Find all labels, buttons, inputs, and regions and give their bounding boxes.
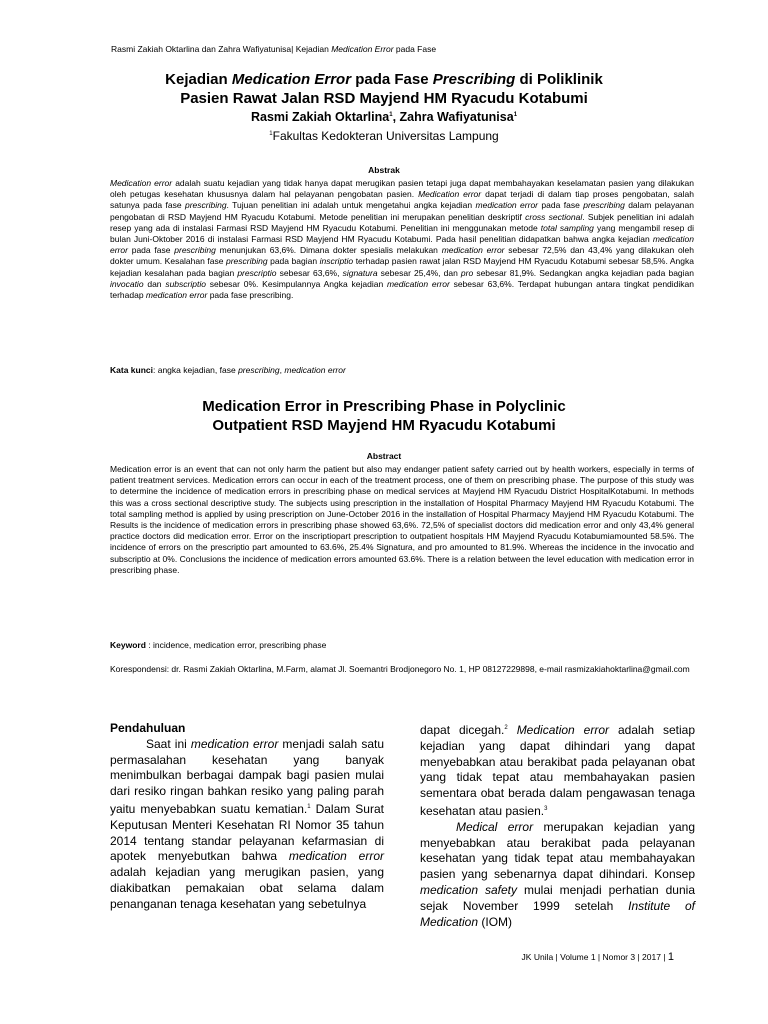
author-1: Rasmi Zakiah Oktarlina (250, 110, 390, 124)
paragraph-text: merupakan kejadian yang menyebabkan atau berakibat pada pelayanan kesehatan yang tidak tepat atau membahayakan pasien yang sebenarnya dapat dihindari. Konsep (420, 819, 695, 882)
title-part: di Poliklinik (515, 71, 603, 88)
running-head-kejadian: Kejadian (295, 44, 332, 54)
abstrak-span: sebesar 0%. Kesimpulannya Angka kejadian (205, 278, 387, 289)
paragraph-text: (IOM) (478, 914, 513, 929)
abstrak-span: yang mengambil resep di bulan Juni-Oktober 2016 di instalasi Farmasi RSD Mayjend HM Ryacudu Kotabumi. Pada hasil penelitian didapatkan bahwa angka kejadian (110, 222, 694, 245)
body-column-left (110, 721, 384, 913)
abstrak-term: invocatio (110, 278, 144, 289)
abstrak-term: medication error (475, 200, 539, 211)
citation-mark: 1 (307, 803, 311, 810)
body-column-right (420, 721, 695, 930)
abstrak-term: subscriptio (165, 278, 206, 289)
journal-info: JK Unila | Volume 1 | Nomor 3 | 2017 | (521, 952, 668, 962)
keyword-label: Keyword (110, 640, 146, 650)
keyword-text: : incidence, medication error, prescribing phase (145, 640, 327, 650)
abstrak-span: sebesar 63,6%. Terdapat hubungan antara tingkat pendidikan terhadap (110, 278, 694, 301)
abstrak-span: pada fase prescribing. (207, 290, 294, 301)
running-head-separator: | (291, 44, 296, 54)
paragraph-term: medication error (288, 849, 384, 864)
title-part: pada Fase (351, 71, 433, 88)
paragraph-text: Dalam Surat Keputusan Menteri Kesehatan RI Nomor 35 tahun 2014 tentang standar pelayanan kefarmasian di apotek menyebutkan bahwa (110, 801, 384, 864)
running-head-rest: pada Fase (393, 44, 437, 54)
affiliation-mark: 1 (269, 131, 273, 137)
abstrak-term: prescribing (174, 245, 216, 256)
abstrak-term: pro (460, 267, 474, 278)
abstrak-span: pada fase (127, 245, 175, 256)
paper-title-indonesian (80, 70, 688, 108)
title-part-italic: Medication Error (231, 71, 352, 88)
abstrak-term: cross sectional (525, 211, 583, 222)
abstrak-term: signatura (342, 267, 378, 278)
abstrak-term: medication error (386, 278, 450, 289)
abstrak-span: menunjukan 63,6%. Dimana dokter spesialis melakukan (215, 245, 442, 256)
abstrak-term: Medication error (110, 178, 173, 188)
abstrak-span: pada bagian (267, 256, 320, 267)
abstract-text: Medication error is an event that can not only harm the patient but also may endanger patient safety carried out by health workers, especially in terms of patient treatment services. Medication errors can occur in each of the treatment process, one of them on prescribing phase. The purpose of this study was to determine the incidence of medication errors in prescribing phase on medical services at Mayjend HM Ryacudu District HospitalKotabumi. In methods this was a cross sectional descriptive study. The subjects using prescription in the installation of Hospital Pharmacy Mayjend HM Ryacudu Kotabumi. The total sampling method is applied by using prescription on June-October 2016 in the installation of Hospital Pharmacy Mayjend HM Ryacudu Kotabumi. The Results is the incidence of medication errors in prescribing phase showed 63,6%. 72,5% of specialist doctors did medication error and only 43,4% general practice doctors did medication error. Error on the inscriptiopart prescription to outpatient hospitals HM Mayjend Ryacudu Kotabumiamounted 58.5%. The incidence of errors on the prescriptio part amounted to 63.6%, 25.4% Signatura, and pro amounted to 81.9%. Whereas the incidence in the invocatio and subscriptio at 0%. Conclusions the incidence of medication errors amounted 63.6%. There is a relation between the level education with medication error in prescribing phase. (110, 464, 694, 575)
paragraph-term: Institute of Medication (420, 898, 695, 929)
author-list (80, 110, 688, 124)
affiliation (80, 129, 688, 143)
abstrak-heading: Abstrak (368, 165, 400, 175)
abstract-heading: Abstract (366, 451, 402, 461)
paragraph-term: medication error (190, 736, 279, 751)
author-1-affiliation-mark: 1 (389, 111, 393, 118)
paragraph-term: Medication error (516, 723, 610, 737)
paragraph (420, 721, 695, 820)
abstrak-span: dapat terjadi di dalam tiap proses pengobatan, salah satunya pada fase (110, 189, 694, 211)
section-heading: Pendahuluan (110, 721, 186, 735)
kata-kunci-text: : angka kejadian, fase (153, 365, 239, 375)
abstrak-span: sebesar 63,6%, (276, 267, 343, 278)
kata-kunci-label: Kata kunci (110, 365, 153, 375)
abstrak-span: sebesar 25,4%, dan (377, 267, 461, 278)
correspondence: Korespondensi: dr. Rasmi Zakiah Oktarlina, M.Farm, alamat Jl. Soemantri Brodjonegoro No. 1, HP 08127229898, e-mail rasmizakiahoktarlina@gmail.com (110, 664, 690, 674)
abstrak-term: medication error (441, 245, 505, 256)
abstrak-term: medication error (145, 290, 208, 301)
abstrak-span: . Subjek penelitian ini adalah resep yang ada di instalasi Farmasi RSD Mayjend HM Ryacudu Kotabumi. Penelitian ini menggunakan metode (110, 211, 695, 233)
kata-kunci-text: , (279, 365, 285, 375)
abstrak-span: dalam pelayanan pengobatan di RSD Mayjend HM Ryacudu Kotabumi. Metode penelitian ini merupakan penelitian deskriptif (110, 200, 694, 222)
running-head-authors: Rasmi Zakiah Oktarlina dan Zahra Wafiyatunisa (111, 44, 292, 54)
affiliation-text: Fakultas Kedokteran Universitas Lampung (272, 129, 499, 143)
paragraph-text: Saat ini (146, 736, 191, 751)
paragraph-text: adalah kejadian yang merugikan pasien, yang diakibatkan pemakaian obat selama dalam penanganan tenaga kesehatan yang sebetulnya (110, 865, 384, 911)
abstrak-span: . Tujuan penelitian ini adalah untuk mengetahui angka kejadian (226, 200, 476, 211)
kata-kunci-term: medication error (284, 365, 346, 375)
paragraph-text: adalah setiap kejadian yang dapat dihindari yang dapat menyebabkan atau berakibat pada pelayanan obat yang tidak tepat atau membahayakan pasien sementara obat berada dalam pengawasan tenaga kesehatan atau pasien. (420, 723, 696, 818)
abstrak-term: total sampling (540, 222, 594, 233)
abstrak-span: sebesar 72,5% dan 43,4% yang dilakukan oleh dokter umum. Kesalahan fase (110, 245, 695, 267)
title-line-1 (80, 70, 688, 89)
abstrak-term: prescriptio (237, 267, 277, 278)
running-head-italic: Medication Error (331, 44, 394, 54)
paragraph-term: Medical error (456, 819, 534, 834)
paragraph-text (508, 723, 517, 737)
abstrak-term: Medication error (418, 189, 482, 200)
keyword-en (110, 640, 326, 650)
paper-title-english (80, 397, 688, 435)
title-en-line-1: Medication Error in Prescribing Phase in Polyclinic (202, 398, 566, 415)
paragraph-text: dapat dicegah. (420, 723, 505, 737)
author-2-affiliation-mark: 1 (513, 111, 518, 118)
author-2: Zahra Wafiyatunisa (399, 110, 514, 124)
title-part-italic: Prescribing (432, 71, 516, 88)
kata-kunci-term: prescribing (238, 365, 280, 375)
abstrak-span: dan (143, 278, 166, 289)
title-part: Kejadian (165, 71, 232, 88)
paragraph-text: mulai menjadi perhatian dunia sejak November 1999 setelah (420, 882, 695, 913)
citation-mark: 2 (504, 725, 508, 731)
paragraph-term: medication safety (420, 882, 518, 897)
abstrak-span: adalah suatu kejadian yang tidak hanya dapat merugikan pasien tetapi juga dapat membahayakan keselamatan pasien yang dilakukan oleh petugas kesehatan khususnya dalam hal pelayanan pengobatan pasien. (110, 178, 694, 200)
abstrak-term: prescribing (184, 200, 227, 211)
title-line-2: Pasien Rawat Jalan RSD Mayjend HM Ryacudu Kotabumi (180, 90, 588, 107)
abstrak-span: pada fase (538, 200, 584, 211)
kata-kunci (110, 365, 346, 375)
abstrak-term: prescribing (583, 200, 625, 211)
paragraph-text: menjadi salah satu permasalahan kesehatan yang banyak menimbulkan berbagai dampak bagi pasien mulai dari resiko ringan bahkan resiko yang paling parah yaitu menyebabkan suatu kematian. (110, 736, 385, 816)
abstrak-span: terhadap pasien rawat jalan RSD Mayjend HM Ryacudu Kotabumi sebesar 58,5%. Angka kejadian kesalahan pada bagian (110, 256, 694, 278)
author-separator: , (392, 110, 400, 124)
abstrak-span: sebesar 81,9%. Sedangkan angka kejadian pada bagian (473, 267, 694, 278)
abstrak-term: medication error (110, 234, 694, 256)
abstrak-text (110, 178, 694, 301)
citation-mark: 3 (544, 805, 548, 812)
abstrak-term: inscriptio (319, 256, 354, 267)
page-footer (522, 951, 674, 963)
running-head (111, 44, 436, 54)
abstrak-term: prescribing (225, 256, 268, 267)
page-number: 1 (667, 951, 674, 963)
paragraph (110, 737, 384, 913)
paragraph (420, 820, 695, 931)
title-en-line-2: Outpatient RSD Mayjend HM Ryacudu Kotabumi (212, 417, 556, 434)
